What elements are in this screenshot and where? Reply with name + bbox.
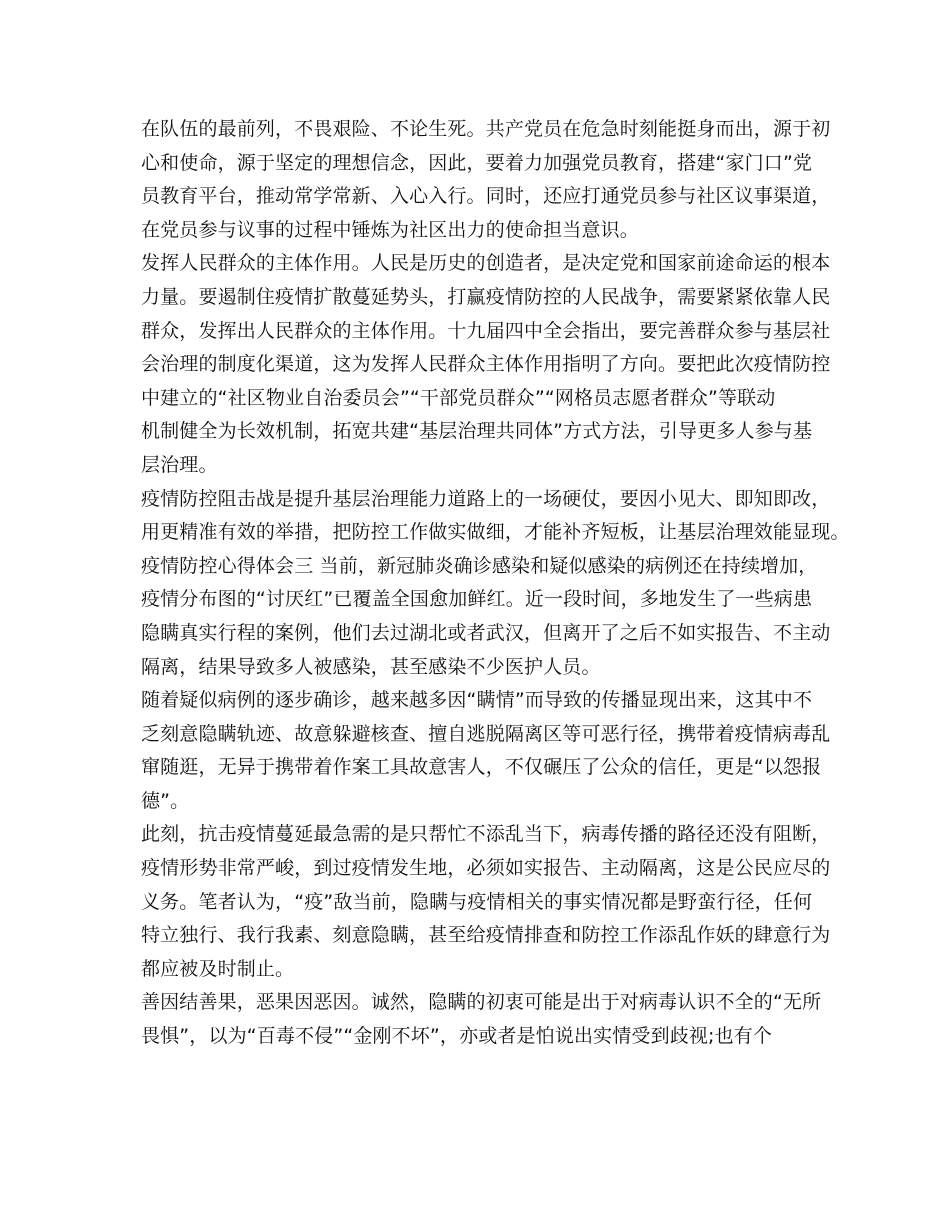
text-line: 群众，发挥出人民群众的主体作用。十九届四中全会指出，要完善群众参与基层社 [141,319,831,342]
text-line: 乏刻意隐瞒轨迹、故意躲避核查、擅自逃脱隔离区等可恶行径，携带着疫情病毒乱 [141,722,831,745]
text-line: 特立独行、我行我素、刻意隐瞒，甚至给疫情排查和防控工作添乱作妖的肆意行为 [141,924,831,947]
text-line: 中建立的“社区物业自治委员会”“干部党员群众”“网格员志愿者群众”等联动 [141,386,776,409]
text-line: 员教育平台，推动常学常新、入心入行。同时，还应打通党员参与社区议事渠道， [141,185,831,208]
text-line: 窜随逛，无异于携带着作案工具故意害人，不仅碾压了公众的信任，更是“以怨报 [141,756,822,779]
text-line: 隔离，结果导致多人被感染，甚至感染不少医护人员。 [141,655,601,678]
body-text [141,113,850,1054]
text-line: 在党员参与议事的过程中锤炼为社区出力的使命担当意识。 [141,218,639,241]
text-line: 发挥人民群众的主体作用。人民是历史的创造者，是决定党和国家前途命运的根本 [141,252,831,275]
text-line: 随着疑似病例的逐步确诊，越来越多因“瞒情”而导致的传播显现出来，这其中不 [141,689,813,712]
text-line: 义务。笔者认为，“疫”敌当前，隐瞒与疫情相关的事实情况都是野蛮行径，任何 [141,890,813,913]
text-line: 会治理的制度化渠道，这为发挥人民群众主体作用指明了方向。要把此次疫情防控 [141,353,831,376]
text-line: 机制健全为长效机制，拓宽共建“基层治理共同体”方式方法，引导更多人参与基 [141,420,813,443]
text-line: 畏惧”，以为“百毒不侵”“金刚不坏”，亦或者是怕说出实情受到歧视;也有个 [141,1025,773,1048]
text-line: 德”。 [141,789,190,812]
text-line: 此刻，抗击疫情蔓延最急需的是只帮忙不添乱当下，病毒传播的路径还没有阻断， [141,823,831,846]
text-line: 层治理。 [141,453,218,476]
text-line: 用更精准有效的举措，把防控工作做实做细，才能补齐短板，让基层治理效能显现。 [141,521,850,544]
text-line: 疫情分布图的“讨厌红”已覆盖全国愈加鲜红。近一段时间，多地发生了一些病患 [141,588,813,611]
text-line: 都应被及时制止。 [141,957,295,980]
text-line: 隐瞒真实行程的案例，他们去过湖北或者武汉，但离开了之后不如实报告、不主动 [141,621,831,644]
text-line: 疫情防控心得体会三 当前，新冠肺炎确诊感染和疑似感染的病例还在持续增加， [141,554,818,577]
text-line: 在队伍的最前列，不畏艰险、不论生死。共产党员在危急时刻能挺身而出，源于初 [141,118,831,140]
text-line: 疫情形势非常严峻，到过疫情发生地，必须如实报告、主动隔离，这是公民应尽的 [141,857,831,880]
text-line: 心和使命，源于坚定的理想信念，因此，要着力加强党员教育，搭建“家门口”党 [141,151,813,174]
text-line: 疫情防控阻击战是提升基层治理能力道路上的一场硬仗，要因小见大、即知即改， [141,487,831,510]
text-line: 力量。要遏制住疫情扩散蔓延势头，打赢疫情防控的人民战争，需要紧紧依靠人民 [141,285,831,308]
text-line: 善因结善果，恶果因恶因。诚然，隐瞒的初衷可能是出于对病毒认识不全的“无所 [141,991,822,1014]
